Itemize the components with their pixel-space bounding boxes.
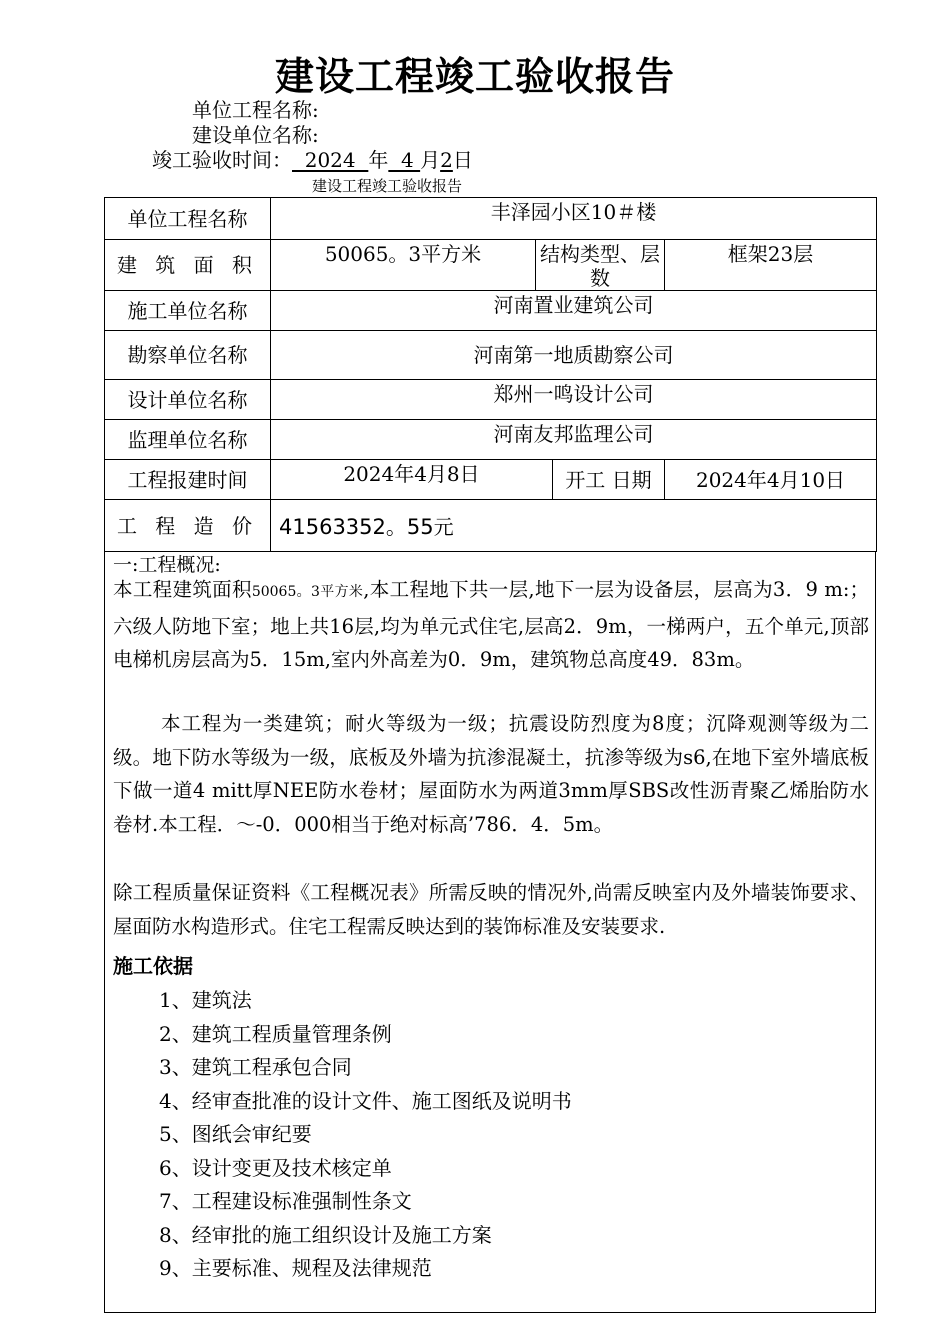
report-time-value: 2024年4月8日 [271,460,553,500]
acceptance-time-label: 竣工验收时间： [152,148,292,172]
table-row [105,380,877,420]
builder-label: 施工单位名称 [105,291,271,331]
table-row [105,331,877,380]
cost-value-cell [271,500,877,552]
day-char: 日 [452,148,473,172]
overview-p1-area: 50065。3平方米 [251,584,364,600]
construction-basis-heading: 施工依据 [113,954,193,978]
unit-project-name-value: 丰泽园小区10＃楼 [271,198,877,240]
building-area-label: 建 筑 面 积 [105,240,271,291]
table-row [105,291,877,331]
table-row [105,460,877,500]
month-char: 月 [420,148,441,172]
start-date-label: 开工 日期 [553,460,665,500]
list-item: 1、建筑法 [159,988,252,1012]
list-item: 7、工程建设标准强制性条文 [159,1189,412,1213]
list-item: 2、建筑工程质量管理条例 [159,1021,392,1046]
survey-value: 河南第一地质勘察公司 [271,331,877,380]
document-title: 建设工程竣工验收报告 [274,55,675,100]
supervision-label: 监理单位名称 [105,420,271,460]
structure-type-label: 结构类型、层数 [536,240,665,291]
acceptance-month: 4 [388,148,421,172]
overview-p1-start: 本工程建筑面积 [113,578,252,601]
start-date-value: 2024年4月10日 [665,460,877,500]
table-row [105,420,877,460]
list-item: 3、建筑工程承包合同 [159,1055,352,1079]
acceptance-year: 2024 [292,148,369,172]
project-info-table [104,197,877,552]
table-caption: 建设工程竣工验收报告 [312,177,463,195]
builder-value: 河南置业建筑公司 [271,291,877,331]
overview-paragraph-1 [113,573,869,677]
supervision-value: 河南友邦监理公司 [271,420,877,460]
list-item: 4、经审查批准的设计文件、施工图纸及说明书 [159,1088,572,1113]
list-item: 9、主要标准、规程及法律规范 [159,1256,432,1280]
construction-unit-line: 建设单位名称: [192,123,319,147]
overview-paragraph-2: 本工程为一类建筑；耐火等级为一级；抗震设防烈度为8度；沉降观测等级为二级。地下防水等级为一级，底板及外墙为抗渗混凝土，抗渗等级为s6,在地下室外墙底板下做一道4 mitt厚NEE防水卷材；屋面防水为两道3mm厚SBS改性沥青聚乙烯胎防水卷材.本工程．～-0．000相当于绝对标高’786．4．5m。 [113,712,869,836]
overview-paragraph-3: 除工程质量保证资料《工程概况表》所需反映的情况外,尚需反映室内及外墙装饰要求、屋面防水构造形式。住宅工程需反映达到的装饰标准及安装要求. [113,881,869,938]
cost-unit: 元 [433,514,454,539]
year-char: 年 [368,148,389,172]
unit-project-name-line: 单位工程名称: [192,98,319,122]
table-row [105,198,877,240]
cost-label: 工 程 造 价 [105,500,271,552]
survey-label: 勘察单位名称 [105,331,271,380]
report-time-label: 工程报建时间 [105,460,271,500]
unit-project-name-label: 单位工程名称 [105,198,271,240]
project-overview-box [104,552,876,1313]
list-item: 6、设计变更及技术核定单 [159,1155,392,1180]
overview-heading: 一:工程概况: [113,554,221,576]
building-area-value: 50065。3平方米 [271,240,536,291]
construction-basis-list [159,984,572,1286]
list-item: 5、图纸会审纪要 [159,1122,312,1146]
acceptance-day: 2 [440,148,453,172]
list-item: 8、经审批的施工组织设计及施工方案 [159,1222,492,1247]
design-value: 郑州一鸣设计公司 [271,380,877,420]
overview-p1-rest: ,本工程地下共一层,地下一层为设备层，层高为3．9 m:；六级人防地下室；地上共16层,均为单元式住宅,层高2．9m，一梯两户，五个单元,顶部电梯机房层高为5．15m,室内外高差为0．9m，建筑物总高度49．83m。 [113,578,869,671]
cost-value: 41563352。55 [279,514,434,539]
acceptance-time-line [152,148,473,172]
design-label: 设计单位名称 [105,380,271,420]
table-row [105,240,877,291]
structure-type-value: 框架23层 [665,240,877,291]
table-row [105,500,877,552]
